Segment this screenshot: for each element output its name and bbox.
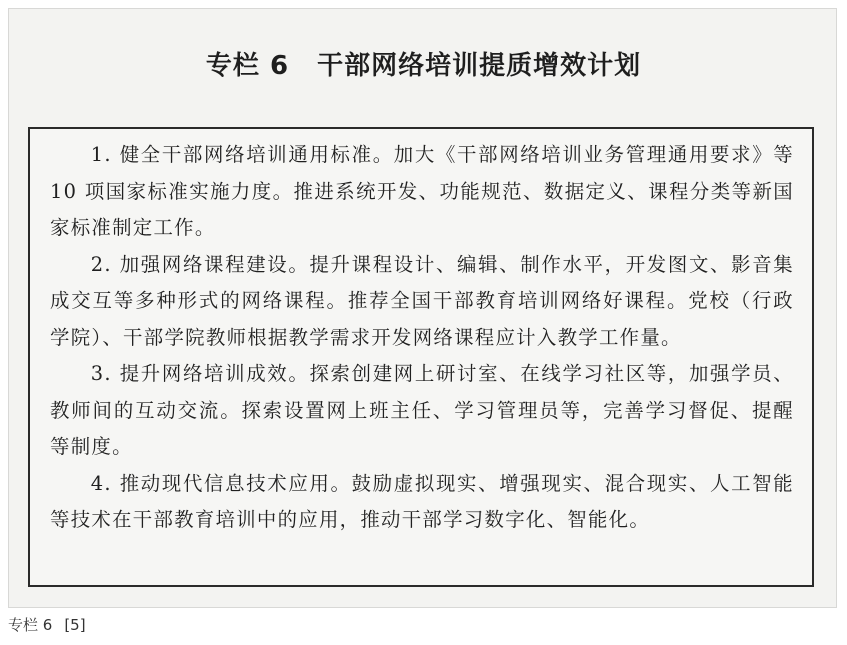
caption-label: 专栏 6	[8, 616, 53, 634]
caption-reference-link[interactable]: [5]	[64, 616, 86, 634]
paragraph-standards: 1. 健全干部网络培训通用标准。加大《干部网络培训业务管理通用要求》等 10 项国家标准实施力度。推进系统开发、功能规范、数据定义、课程分类等新国家标准制定工作。	[50, 143, 794, 239]
column-box	[28, 127, 814, 587]
paragraph-technology: 4. 推动现代信息技术应用。鼓励虚拟现实、增强现实、混合现实、人工智能等技术在干部教育培训中的应用，推动干部学习数字化、智能化。	[50, 471, 794, 531]
paragraph-effectiveness: 3. 提升网络培训成效。探索创建网上研讨室、在线学习社区等，加强学员、教师间的互动交流。探索设置网上班主任、学习管理员等，完善学习督促、提醒等制度。	[50, 362, 794, 458]
column-title	[9, 45, 838, 82]
column-body	[50, 137, 794, 539]
scanned-page	[8, 8, 837, 608]
paragraph-courses: 2. 加强网络课程建设。提升课程设计、编辑、制作水平，开发图文、影音集成交互等多种形式的网络课程。推荐全国干部教育培训网络好课程。党校（行政学院）、干部学院教师根据教学需求开发网络课程应计入教学工作量。	[50, 252, 794, 349]
image-caption	[8, 614, 86, 635]
column-number: 专栏 6	[205, 51, 290, 81]
column-title-text: 干部网络培训提质增效计划	[317, 51, 642, 81]
